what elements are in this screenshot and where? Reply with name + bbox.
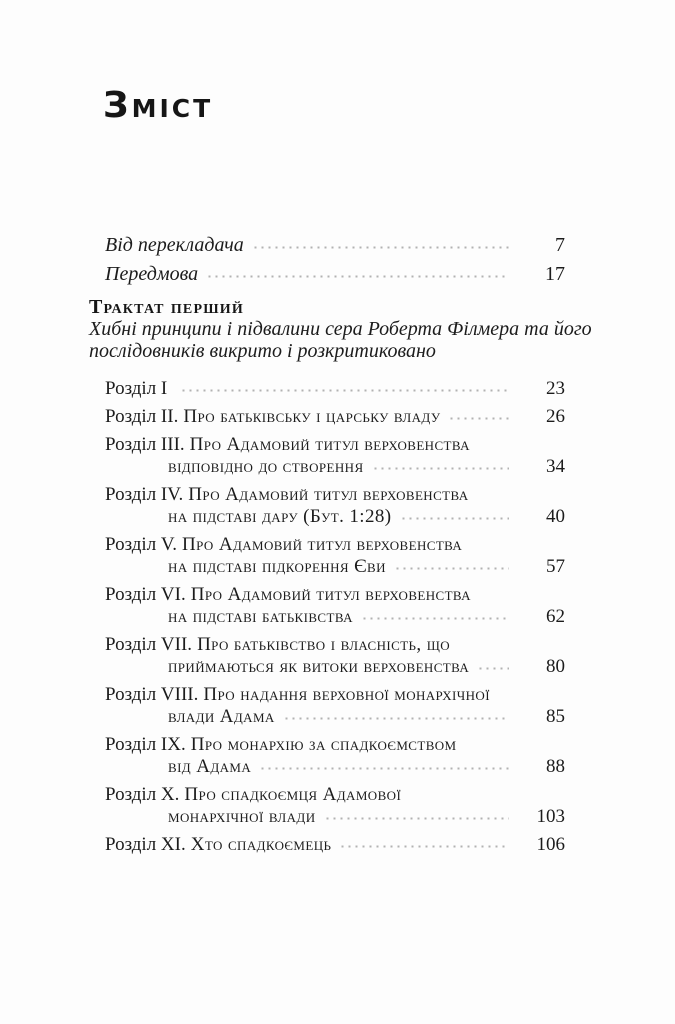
dot-leader xyxy=(400,515,509,522)
dot-leader xyxy=(283,715,509,722)
page-number: 40 xyxy=(546,506,565,527)
section-subtitle-line1: Хибні принципи і підвалини сера Роберта Філмера та його xyxy=(89,318,592,340)
dot-leader xyxy=(477,665,509,672)
chapter-prefix: Розділ X. xyxy=(105,784,180,805)
entry-label: Передмова xyxy=(105,263,199,285)
entry-label: Від перекладача xyxy=(105,234,244,256)
chapter-title-continued: монархічної влади xyxy=(168,806,316,827)
chapter-prefix: Розділ VII. xyxy=(105,634,193,655)
toc-entry-preface xyxy=(105,263,565,285)
chapter-title-continued: на підставі батьківства xyxy=(168,606,353,627)
chapter-prefix: Розділ IX. xyxy=(105,734,186,755)
chapter-title: Про батьківство і власність, що xyxy=(197,634,451,655)
dot-leader xyxy=(394,565,509,572)
toc-entry-translator-note xyxy=(105,234,565,256)
chapter-prefix: Розділ XI. xyxy=(105,834,186,855)
chapter-title: Про Адамовий титул верховенства xyxy=(190,584,471,605)
page-number: 34 xyxy=(546,456,565,477)
chapter-title: Про Адамовий титул верховенства xyxy=(189,434,470,455)
page-number: 62 xyxy=(546,606,565,627)
page-number: 106 xyxy=(536,834,565,855)
toc-entry-chapter-9 xyxy=(105,734,565,778)
dot-leader xyxy=(372,465,509,472)
chapter-title: Про монархію за спадкоємством xyxy=(190,734,457,755)
page-number: 85 xyxy=(546,706,565,727)
chapter-title: Про надання верховної монархічної xyxy=(203,684,490,705)
page-number: 88 xyxy=(546,756,565,777)
chapter-prefix: Розділ V. xyxy=(105,534,177,555)
dot-leader xyxy=(180,387,509,394)
toc-entry-chapter-2 xyxy=(105,406,565,428)
page-number: 103 xyxy=(536,806,565,827)
toc-entry-chapter-4 xyxy=(105,484,565,528)
dot-leader xyxy=(448,415,509,422)
section-subtitle-line2: послідовників викрито і розкритиковано xyxy=(89,340,436,362)
front-matter-list xyxy=(105,234,565,285)
toc-entry-chapter-10 xyxy=(105,784,565,828)
dot-leader xyxy=(339,843,509,850)
toc-entry-chapter-11 xyxy=(105,834,565,856)
toc-entry-chapter-8 xyxy=(105,684,565,728)
chapter-prefix: Розділ VIII. xyxy=(105,684,199,705)
dot-leader xyxy=(324,815,510,822)
toc-entry-chapter-3 xyxy=(105,434,565,478)
chapter-title-continued: на підставі підкорення Єви xyxy=(168,556,386,577)
toc-entry-chapter-6 xyxy=(105,584,565,628)
page-number: 23 xyxy=(546,378,565,399)
dot-leader xyxy=(206,273,509,280)
page-title: Зміст xyxy=(103,85,214,126)
page-number: 7 xyxy=(555,234,565,256)
section-heading: Трактат перший xyxy=(89,296,244,318)
dot-leader xyxy=(259,765,509,772)
page-number: 57 xyxy=(546,556,565,577)
chapter-title-continued: відповідно до створення xyxy=(168,456,364,477)
chapter-title-continued: від Адама xyxy=(168,756,252,777)
page-number: 17 xyxy=(545,263,565,285)
chapter-title: Про спадкоємця Адамової xyxy=(184,784,402,805)
page-number: 26 xyxy=(546,406,565,427)
page-number: 80 xyxy=(546,656,565,677)
toc-entry-chapter-1 xyxy=(105,378,565,400)
chapter-title: Про Адамовий титул верховенства xyxy=(188,484,469,505)
chapter-title-continued: приймаються як витоки верховенства xyxy=(168,656,470,677)
chapter-prefix: Розділ VI. xyxy=(105,584,186,605)
chapter-title: Про батьківську і царську владу xyxy=(183,406,441,427)
toc-entry-chapter-5 xyxy=(105,534,565,578)
chapter-list xyxy=(105,378,565,856)
dot-leader xyxy=(361,615,509,622)
chapter-title-continued: влади Адама xyxy=(168,706,275,727)
chapter-prefix: Розділ III. xyxy=(105,434,185,455)
chapter-title: Про Адамовий титул верховенства xyxy=(181,534,463,555)
dot-leader xyxy=(252,244,509,251)
chapter-prefix: Розділ I xyxy=(105,378,168,399)
section-heading-block xyxy=(89,296,592,362)
chapter-title: Хто спадкоємець xyxy=(190,834,332,855)
toc-entry-chapter-7 xyxy=(105,634,565,678)
chapter-prefix: Розділ II. xyxy=(105,406,179,427)
chapter-title-continued: на підставі дару (Бут. 1:28) xyxy=(168,506,392,527)
chapter-prefix: Розділ IV. xyxy=(105,484,184,505)
